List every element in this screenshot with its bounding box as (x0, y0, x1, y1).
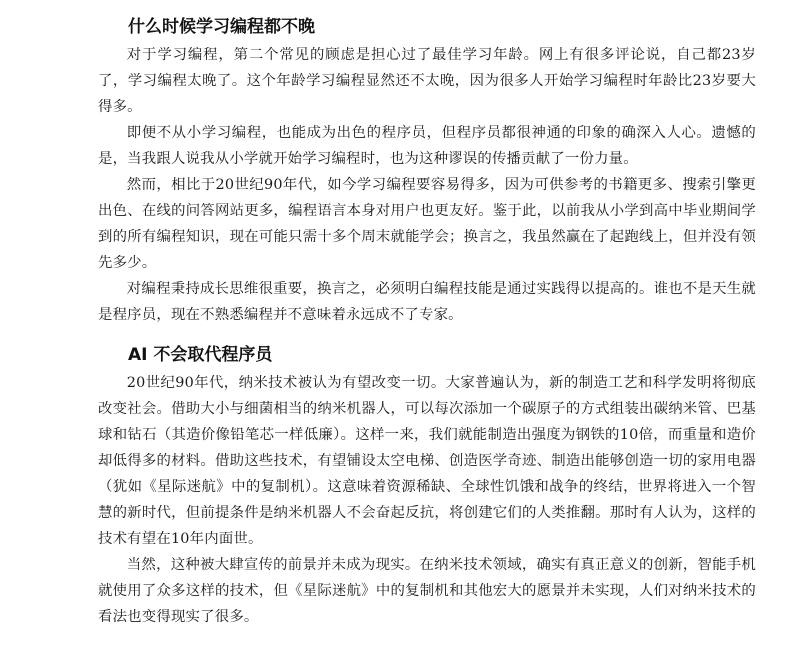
paragraph: 然而，相比于20世纪90年代，如今学习编程要容易得多，因为可供参考的书籍更多、搜索引擎更出色、在线的问答网站更多，编程语言本身对用户也更友好。鉴于此，以前我从小学到高中毕业期间学到的所有编程知识，现在可能只需十多个周末就能学会；换言之，我虽然赢在了起跑线上，但并没有领先多少。 (98, 177, 756, 271)
paragraph: 对于学习编程，第二个常见的顾虑是担心过了最佳学习年龄。网上有很多评论说，自己都23岁了，学习编程太晚了。这个年龄学习编程显然还不太晚，因为很多人开始学习编程时年龄比23岁要大得多。 (98, 47, 756, 115)
paragraph: 当然，这种被大肆宣传的前景并未成为现实。在纳米技术领域，确实有真正意义的创新，智能手机就使用了众多这样的技术，但《星际迷航》中的复制机和其他宏大的愿景并未实现，人们对纳米技术的看法也变得现实了很多。 (98, 557, 756, 625)
section-ai-programmers (98, 342, 756, 630)
section-heading: AI 不会取代程序员 (128, 345, 273, 365)
paragraph: 即便不从小学习编程，也能成为出色的程序员，但程序员都很神通的印象的确深入人心。遗憾的是，当我跟人说我从小学就开始学习编程时，也为这种谬误的传播贡献了一份力量。 (98, 125, 756, 167)
paragraph: 20世纪90年代，纳米技术被认为有望改变一切。大家普遍认为，新的制造工艺和科学发明将彻底改变社会。借助大小与细菌相当的纳米机器人，可以每次添加一个碳原子的方式组装出碳纳米管、巴基球和钻石（其造价像铅笔芯一样低廉）。这样一来，我们就能制造出强度为钢铁的10倍，而重量和造价却低得多的材料。借助这些技术，有望铺设太空电梯、创造医学奇迹、制造出能够创造一切的家用电器（犹如《星际迷航》中的复制机）。这意味着资源稀缺、全球性饥饿和战争的终结，世界将进入一个智慧的新时代，但前提条件是纳米机器人不会奋起反抗，将创建它们的人类推翻。那时有人认为，这样的技术有望在10年内面世。 (98, 375, 756, 547)
section-learning-age (98, 14, 756, 328)
section-heading: 什么时候学习编程都不晚 (128, 17, 315, 37)
document-page (98, 14, 756, 630)
paragraph: 对编程秉持成长思维很重要，换言之，必须明白编程技能是通过实践得以提高的。谁也不是天生就是程序员，现在不熟悉编程并不意味着永远成不了专家。 (98, 281, 756, 323)
